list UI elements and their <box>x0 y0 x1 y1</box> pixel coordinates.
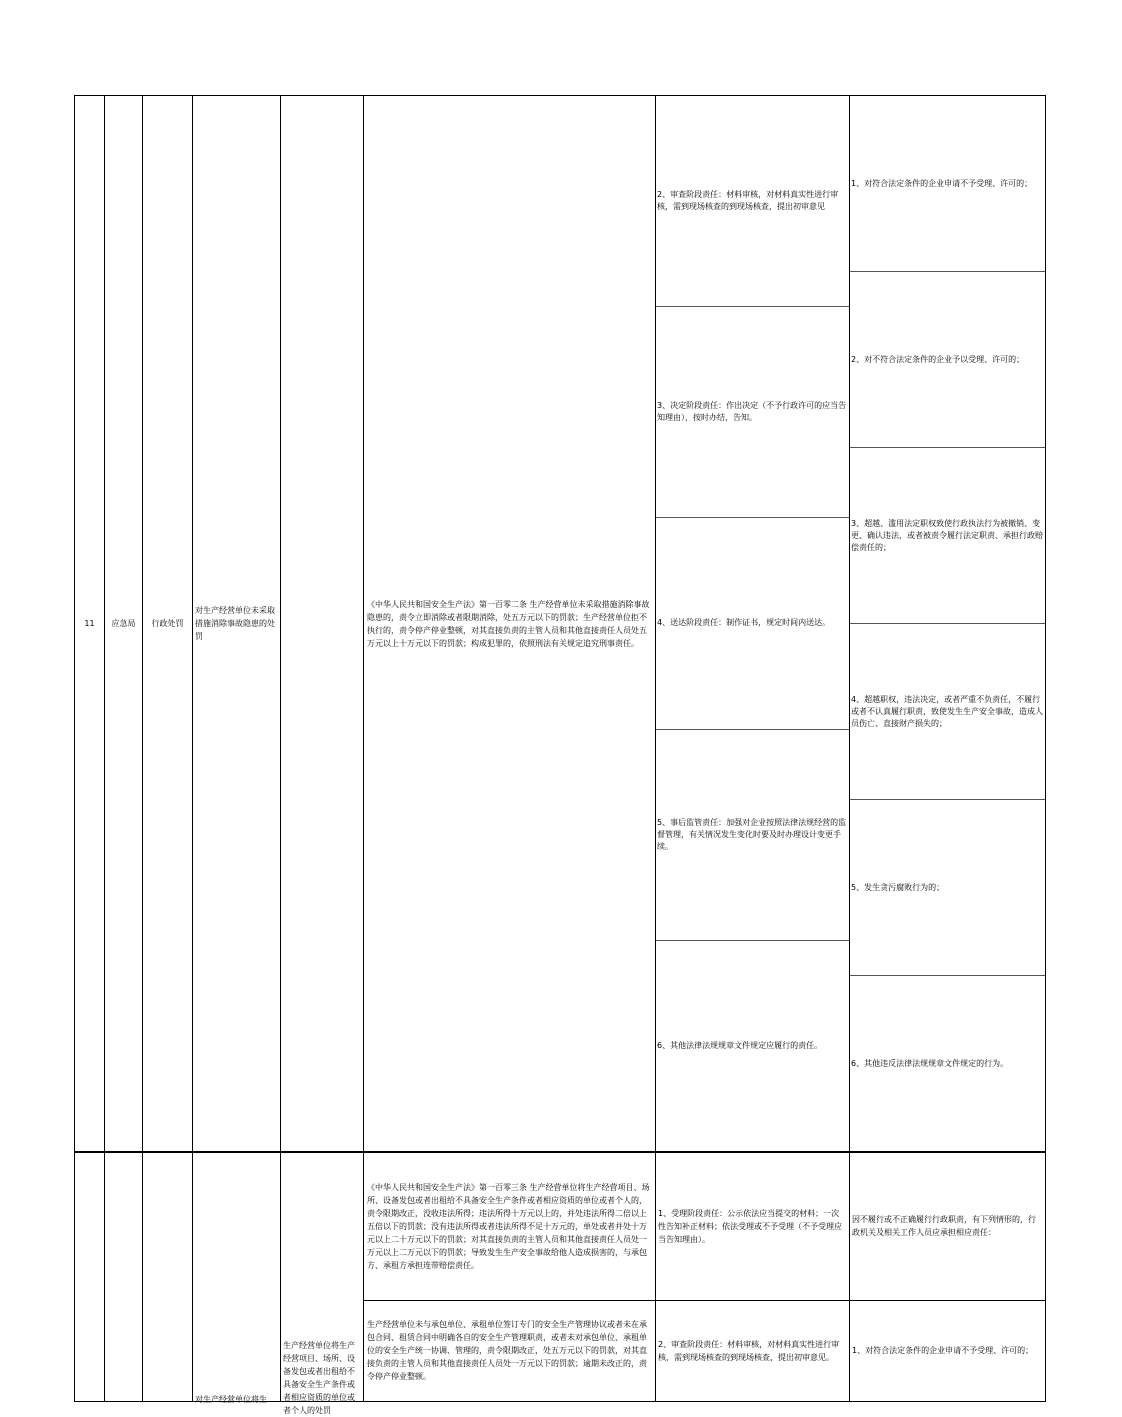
legal-basis-cell: 《中华人民共和国安全生产法》第一百零三条 生产经营单位将生产经营项目、场所、设备发包或者出租给不具备安全生产条件或者相应资质的单位或者个人的，责令限期改正，没收违法所得；违法所得十万元以上的，并处违法所得二倍以上五倍以下的罚款；没有违法所得或者违法所得不足十万元的，单处或者并处十万元以上二十万元以下的罚款；对其直接负责的主管人员和其他直接责任人员处一万元以上二万元以下的罚款；导致发生生产安全事故给他人造成损害的，与承包方、承租方承担连带赔偿责任。 <box>364 1152 656 1300</box>
table-row <box>75 96 1046 1153</box>
duty-item: 4、送达阶段责任：制作证书，规定时间内送达。 <box>656 518 849 729</box>
duty-cell: 1、受理阶段责任：公示依法应当提交的材料；一次性告知补正材料；依法受理或不予受理（不予受理应当告知理由）。 <box>656 1152 850 1300</box>
department-cell <box>105 1152 143 1401</box>
duties-list <box>656 96 849 1151</box>
power-item-text: 对生产经营单位将生 <box>195 1394 267 1404</box>
duties-cell <box>656 96 850 1153</box>
legal-basis-cell: 《中华人民共和国安全生产法》第一百零二条 生产经营单位未采取措施消除事故隐患的，责令立即消除或者限期消除，处五万元以下的罚款；生产经营单位拒不执行的，责令停产停业整顿，对其直接负责的主管人员和其他直接责任人员处五万元以上十万元以下的罚款；构成犯罪的，依照刑法有关规定追究刑事责任。 <box>364 96 656 1153</box>
power-list-table <box>74 95 1046 1415</box>
power-type-cell <box>143 1152 193 1401</box>
power-item-cell <box>193 1152 281 1404</box>
power-type-cell: 行政处罚 <box>143 96 193 1153</box>
legal-basis-cell: 生产经营单位未与承包单位、承租单位签订专门的安全生产管理协议或者未在承包合同、租赁合同中明确各自的安全生产管理职责，或者未对承包单位、承租单位的安全生产统一协调、管理的，责令限期改正，处五万元以下的罚款，对其直接负责的主管人员和其他直接责任人员处一万元以下的罚款；逾期未改正的，责令停产停业整顿。 <box>364 1300 656 1401</box>
power-item-cell: 对生产经营单位未采取措施消除事故隐患的处罚 <box>193 96 281 1153</box>
liability-item: 2、对不符合法定条件的企业予以受理、许可的； <box>850 272 1045 448</box>
power-list-table-wrapper <box>74 95 1045 1415</box>
department-cell: 应急局 <box>105 96 143 1153</box>
duty-item: 2、审查阶段责任：材料审核，对材料真实性进行审核，需到现场核查的到现场核查，提出初审意见 <box>656 96 849 307</box>
sub-item-cell <box>281 1152 364 1415</box>
liability-cell: 因不履行或不正确履行行政职责，有下列情形的，行政机关及相关工作人员应承担相应责任： <box>850 1152 1046 1300</box>
liability-item: 6、其他违反法律法规规章文件规定的行为。 <box>851 1058 1009 1068</box>
sub-item-cell <box>281 96 364 1153</box>
duty-cell: 2、审查阶段责任：材料审核，对材料真实性进行审核，需到现场核查的到现场核查，提出初审意见。 <box>656 1300 850 1401</box>
table-row <box>75 1152 1046 1300</box>
liability-item: 1、对符合法定条件的企业申请不予受理、许可的； <box>850 96 1045 272</box>
liability-cell: 1、对符合法定条件的企业申请不予受理、许可的； <box>850 1300 1046 1401</box>
duty-item: 6、其他法律法规规章文件规定应履行的责任。 <box>657 1040 823 1050</box>
liabilities-cell <box>850 96 1046 1153</box>
liabilities-list <box>850 96 1045 1151</box>
liability-item: 3、超越、滥用法定职权致使行政执法行为被撤销、变更、确认违法，或者被责令履行法定职责、承担行政赔偿责任的； <box>850 448 1045 624</box>
duty-item: 5、事后监管责任：加强对企业按照法律法规经营的监督管理，有关情况发生变化时要及时办理设计变更手续。 <box>656 729 849 940</box>
row-number <box>75 1152 105 1401</box>
duty-item: 3、决定阶段责任：作出决定（不予行政许可的应当告知理由），按时办结，告知。 <box>656 307 849 518</box>
liability-item: 4、超越职权，违法决定，或者严重不负责任，不履行或者不认真履行职责，致使发生生产安全事故，造成人员伤亡、直接财产损失的； <box>850 624 1045 800</box>
sub-item-text: 生产经营单位将生产经营项目、场所、设备发包或者出租给不具备安全生产条件或者相应资质的单位或者个人的处罚 <box>283 1340 355 1415</box>
row-number: 11 <box>75 96 105 1153</box>
liability-item: 5、发生贪污腐败行为的； <box>850 800 1045 976</box>
